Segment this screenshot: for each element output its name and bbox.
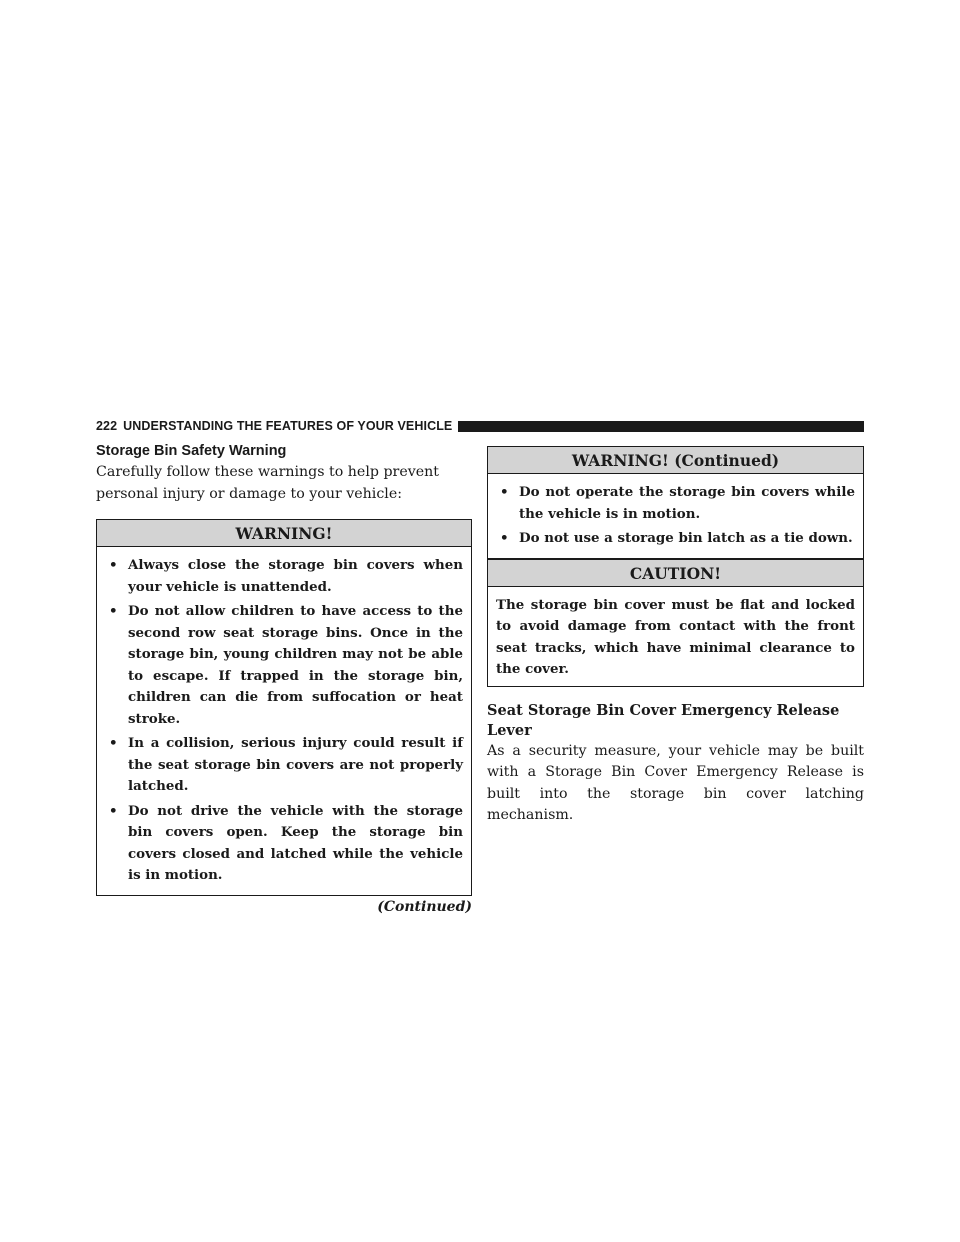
warning-list: [105, 555, 463, 887]
caution-title: CAUTION!: [488, 560, 863, 587]
caution-text: The storage bin cover must be flat and locked to avoid damage from contact with the front seat tracks, which have minimal clearance to the cover.: [496, 596, 855, 677]
release-paragraph: As a security measure, your vehicle may be built with a Storage Bin Cover Emergency Release is built into the storage bin cover latching mechanism.: [487, 742, 864, 823]
warning-title: WARNING!: [97, 520, 471, 547]
bullet-icon: •: [109, 735, 118, 751]
bullet-icon: •: [109, 802, 118, 819]
sub-heading: Seat Storage Bin Cover Emergency Release Lever: [487, 701, 840, 739]
section-title: UNDERSTANDING THE FEATURES OF YOUR VEHICLE: [123, 419, 453, 433]
warning-box: [96, 519, 472, 896]
page-number: 222: [96, 419, 118, 433]
intro-paragraph: Carefully follow these warnings to help prevent personal injury or damage to your vehicle:: [96, 464, 439, 502]
right-column: [487, 446, 864, 827]
section-heading: Storage Bin Safety Warning: [96, 443, 287, 459]
warning-item: • Do not drive the vehicle with the storage bin covers open. Keep the storage bin covers closed and latched while the vehicle is in motion.: [109, 802, 463, 883]
warning-item: • In a collision, serious injury could result if the seat storage bin covers are not properly latched.: [109, 735, 463, 794]
bullet-icon: •: [109, 603, 118, 619]
warning-item: • Do not use a storage bin latch as a tie down.: [496, 528, 855, 550]
bullet-icon: •: [109, 557, 118, 573]
warning-continued-title: WARNING! (Continued): [488, 447, 863, 474]
continued-label: (Continued): [377, 898, 472, 915]
warning-continued-list: [496, 482, 855, 550]
left-column: [96, 442, 472, 915]
bullet-icon: •: [500, 530, 509, 546]
page-header: [96, 418, 864, 434]
caution-box: [487, 559, 864, 687]
bullet-icon: •: [500, 484, 509, 500]
warning-item: • Do not allow children to have access to the second row seat storage bins. Once in the storage bin, young children may not be able to escape. If trapped in the storage bin, children can die from suffocation or heat stroke.: [109, 603, 463, 727]
warning-item: • Do not operate the storage bin covers while the vehicle is in motion.: [500, 484, 855, 522]
header-rule: [458, 421, 864, 432]
warning-item: • Always close the storage bin covers when your vehicle is unattended.: [109, 557, 463, 595]
warning-continued-box: [487, 446, 864, 559]
